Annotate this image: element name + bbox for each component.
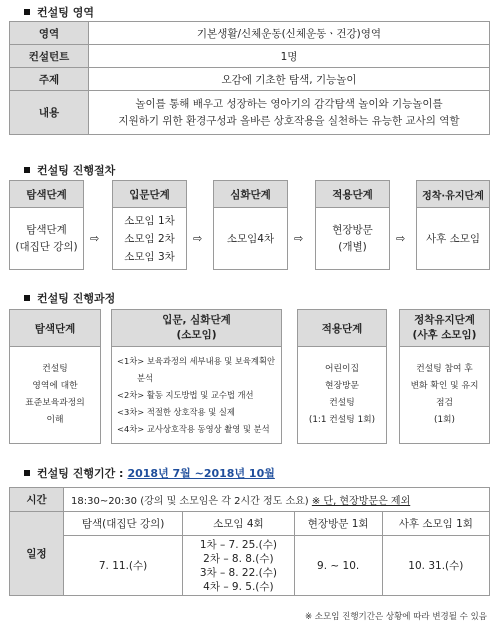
schedule-line: 4차 – 9. 5.(수) xyxy=(203,580,274,593)
period-value: 2018년 7월 ~2018년 10월 xyxy=(127,467,275,480)
process-line: 변화 확인 및 유지 xyxy=(410,381,479,391)
process-line: 표준보육과정의 xyxy=(25,398,85,408)
square-bullet-icon xyxy=(24,295,30,301)
process-head-line: 입문, 심화단계 xyxy=(162,314,231,326)
process-box-intro-deep xyxy=(111,309,282,444)
step-body xyxy=(214,208,287,269)
schedule-line: 1차 – 7. 25.(수) xyxy=(199,538,277,551)
step-body xyxy=(417,208,489,269)
step-line: 현장방문 xyxy=(332,223,373,236)
arrow-right-icon: ⇨ xyxy=(396,232,406,245)
section-title-text: 컨설팅 진행기간 : xyxy=(37,467,124,480)
row-label-area: 영역 xyxy=(10,22,89,45)
step-head: 탐색단계 xyxy=(10,181,83,208)
process-body xyxy=(10,347,100,443)
column-header: 현장방문 1회 xyxy=(294,512,382,536)
section-title-text: 컨설팅 진행과정 xyxy=(37,292,116,305)
section-title-process xyxy=(24,290,115,306)
schedule-line: 2차 – 8. 8.(수) xyxy=(203,552,274,565)
process-line: 점검 xyxy=(436,398,453,408)
process-line: <3차> 적절한 상호작용 및 실제 xyxy=(117,406,235,417)
step-line: 사후 소모임 xyxy=(425,233,481,245)
content-line: 놀이를 통해 배우고 성장하는 영아기의 감각탐색 놀이와 기능놀이를 xyxy=(135,97,443,110)
process-line: 분석 xyxy=(137,372,154,383)
schedule-cell: 7. 11.(수) xyxy=(64,536,183,596)
procedure-step-maintain xyxy=(416,180,490,270)
process-line: 컨설팅 참여 후 xyxy=(416,364,473,374)
step-head: 정착·유지단계 xyxy=(417,181,489,208)
process-head-line: (사후 소모임) xyxy=(412,329,477,341)
process-head-line: (소모임) xyxy=(176,329,217,341)
row-label-consultant: 컨설턴트 xyxy=(10,45,89,68)
process-line: 컨설팅 xyxy=(42,364,68,374)
procedure-step-deep xyxy=(213,180,288,270)
step-line: 소모임 3차 xyxy=(124,250,175,263)
section-title-period xyxy=(24,465,275,481)
step-head: 심화단계 xyxy=(214,181,287,208)
step-line: 소모임4차 xyxy=(226,233,275,245)
row-value-consultant: 1명 xyxy=(89,45,490,68)
process-body xyxy=(112,347,281,443)
process-box-apply xyxy=(297,309,387,444)
schedule-label: 일정 xyxy=(10,512,64,596)
section-title-procedure xyxy=(24,162,115,178)
arrow-right-icon: ⇨ xyxy=(90,232,100,245)
column-header: 사후 소모임 1회 xyxy=(382,512,489,536)
section-title-text: 컨설팅 진행절차 xyxy=(37,164,116,177)
step-line: (개별) xyxy=(338,240,367,253)
step-line: 탐색단계 xyxy=(26,223,67,236)
row-value-topic: 오감에 기초한 탐색, 기능놀이 xyxy=(89,68,490,91)
square-bullet-icon xyxy=(24,167,30,173)
step-body xyxy=(10,208,83,269)
section-title-area xyxy=(24,4,94,20)
step-line: 소모임 2차 xyxy=(124,232,175,245)
step-body xyxy=(113,208,186,269)
process-head-line: 정착유지단계 xyxy=(414,314,475,326)
arrow-right-icon: ⇨ xyxy=(193,232,203,245)
arrow-right-icon: ⇨ xyxy=(294,232,304,245)
step-head: 적용단계 xyxy=(316,181,389,208)
schedule-line: 3차 – 8. 22.(수) xyxy=(199,566,277,579)
content-line: 지원하기 위한 환경구성과 올바른 상호작용을 실천하는 유능한 교사의 역할 xyxy=(118,114,460,127)
step-head: 입문단계 xyxy=(113,181,186,208)
process-body xyxy=(400,347,489,443)
process-line: 현장방문 xyxy=(325,381,359,391)
step-line: 소모임 1차 xyxy=(124,214,175,227)
square-bullet-icon xyxy=(24,9,30,15)
step-body xyxy=(316,208,389,269)
section-title-text: 컨설팅 영역 xyxy=(37,6,94,19)
process-line: 이해 xyxy=(46,415,64,425)
row-label-content: 내용 xyxy=(10,91,89,135)
process-body xyxy=(298,347,386,443)
time-label: 시간 xyxy=(10,488,64,512)
step-line: (대집단 강의) xyxy=(15,240,78,253)
row-value-area: 기본생활/신체운동(신체운동ㆍ건강)영역 xyxy=(89,22,490,45)
square-bullet-icon xyxy=(24,470,30,476)
process-box-explore xyxy=(9,309,101,444)
schedule-table xyxy=(9,487,490,596)
process-head xyxy=(400,310,489,347)
schedule-cell: 10. 31.(수) xyxy=(382,536,489,596)
process-line: (1회) xyxy=(434,415,455,425)
procedure-step-intro xyxy=(112,180,187,270)
process-line: 컨설팅 xyxy=(329,398,355,408)
process-line: 어린이집 xyxy=(325,364,359,374)
row-value-content xyxy=(89,91,490,135)
schedule-cell: 9. ~ 10. xyxy=(294,536,382,596)
process-line: 영역에 대한 xyxy=(32,381,78,391)
time-note: ※ 단, 현장방문은 제외 xyxy=(311,496,411,507)
process-head: 적용단계 xyxy=(298,310,386,347)
column-header: 탐색(대집단 강의) xyxy=(64,512,183,536)
process-line: <1차> 보육과정의 세부내용 및 보육계획안 xyxy=(117,355,275,366)
row-label-topic: 주제 xyxy=(10,68,89,91)
time-value xyxy=(64,488,490,512)
procedure-step-apply xyxy=(315,180,390,270)
process-line: <4차> 교사상호작용 동영상 촬영 및 분석 xyxy=(117,423,270,434)
consulting-area-table xyxy=(9,21,490,135)
process-head xyxy=(112,310,281,347)
process-line: (1:1 컨설팅 1회) xyxy=(308,415,376,425)
process-line: <2차> 활동 지도방법 및 교수법 개선 xyxy=(117,389,254,400)
footnote: ※ 소모임 진행기간은 상황에 따라 변경될 수 있음 xyxy=(304,612,487,622)
column-header: 소모임 4회 xyxy=(183,512,294,536)
process-box-maintain xyxy=(399,309,490,444)
time-text: 18:30~20:30 (강의 및 소모임은 각 2시간 정도 소요) xyxy=(71,496,309,507)
procedure-step-explore xyxy=(9,180,84,270)
schedule-cell xyxy=(183,536,294,596)
process-head: 탐색단계 xyxy=(10,310,100,347)
